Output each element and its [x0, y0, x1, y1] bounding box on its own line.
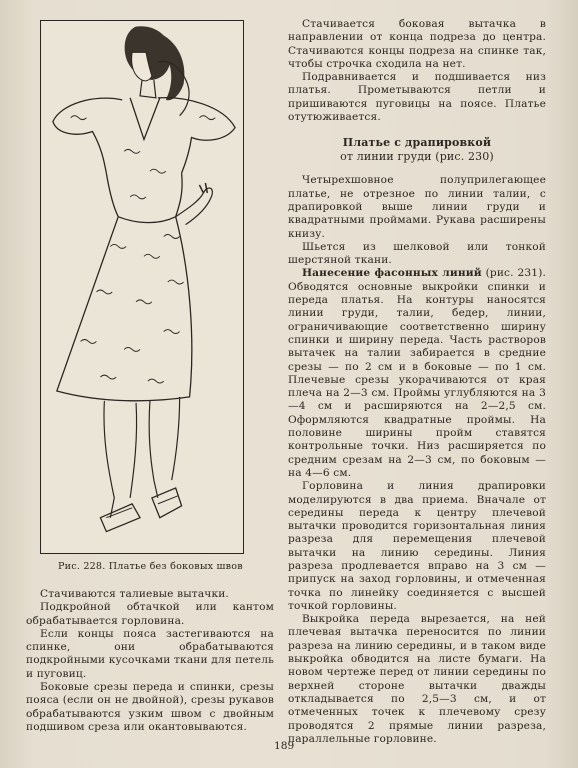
paragraph: Если концы пояса застегиваются на спинке, они обрабатываются подкройными кусочками ткани для петель и пуговиц. [26, 627, 274, 680]
paragraph: Стачиваются талиевые вытачки. [40, 588, 229, 600]
left-text-column [26, 588, 274, 734]
paragraph: Боковые срезы переда и спинки, срезы пояса (если он не двойной), срезы рукавов обрабатываются узким швом с двойным подшивом среза или окантовываются. [26, 681, 274, 733]
paragraph: Стачивается боковая вытачка в направлении от конца подреза до центра. Стачиваются концы подреза на спинке так, чтобы строчка сходила на нет. [288, 18, 546, 70]
paragraph: Шьется из шелковой или тонкой шерстяной ткани. [288, 240, 546, 267]
dress-illustration [40, 20, 244, 554]
right-text-column [288, 18, 546, 746]
paragraph: Четырехшовное полуприлегающее платье, не отрезное по линии талии, с драпировкой выше линии груди и квадратными проймами. Рукава расширены книзу. [288, 174, 546, 240]
subsection-text: (рис. 231). Обводятся основные выкройки спинки и переда платья. На контуры наносятся линии груди, талии, бедер, линии, ограничивающие соответственно ширину спинки и ширину переда. Часть растворов вытачек на талии забирается в средние срезы — по 2 см и в боковые — по 1 см. Плечевые срезы укорачиваются от края плеча на 2—3 см. Проймы углубляются на 3—4 см и расширяются на 2—2,5 см. Оформляются квадратные проймы. На половине ширины пройм ставятся контрольные точки. Низ расширяется по средним срезам на 2—3 см, по боковым — на 4—6 см. [288, 267, 546, 479]
figure-caption: Рис. 228. Платье без боковых швов [58, 561, 243, 572]
subsection-heading: Нанесение фасонных линий [302, 267, 482, 280]
section-heading-line2: от линии груди (рис. 230) [340, 150, 494, 164]
section-heading-line1: Платье с драпировкой [342, 136, 492, 150]
paragraph: Подкройной обтачкой или кантом обрабатывается горловина. [26, 601, 274, 627]
paragraph: Подравнивается и подшивается низ платья. Прометываются петли и пришиваются пуговицы на поясе. Платье отутюживается. [288, 71, 546, 124]
paragraph: Горловина и линия драпировки моделируются в два приема. Вначале от середины переда к центру плечевой вытачки проводится горизонтальная линия разреза для перемещения плечевой вытачки на линию середины. Линия разреза продлевается вправо на 3 см — припуск на заход горловины, и отмеченная точка по линейку соединяется с высшей точкой горловины. [288, 480, 546, 612]
paragraph: Выкройка переда вырезается, на ней плечевая вытачка переносится по линии разреза на линию середины, и в таком виде выкройка обводится на листе бумаги. На новом чертеже перед от линии середины по верхней стороне вытачки дважды откладывается по 2,5—3 см, и от отмеченных точек к плечевому срезу проводятся 2 прямые линии разреза, параллельные горловине. [288, 613, 546, 745]
dress-drawing [41, 21, 243, 553]
paragraph [288, 267, 546, 480]
section-heading [288, 136, 546, 164]
page-number: 189 [274, 740, 295, 752]
